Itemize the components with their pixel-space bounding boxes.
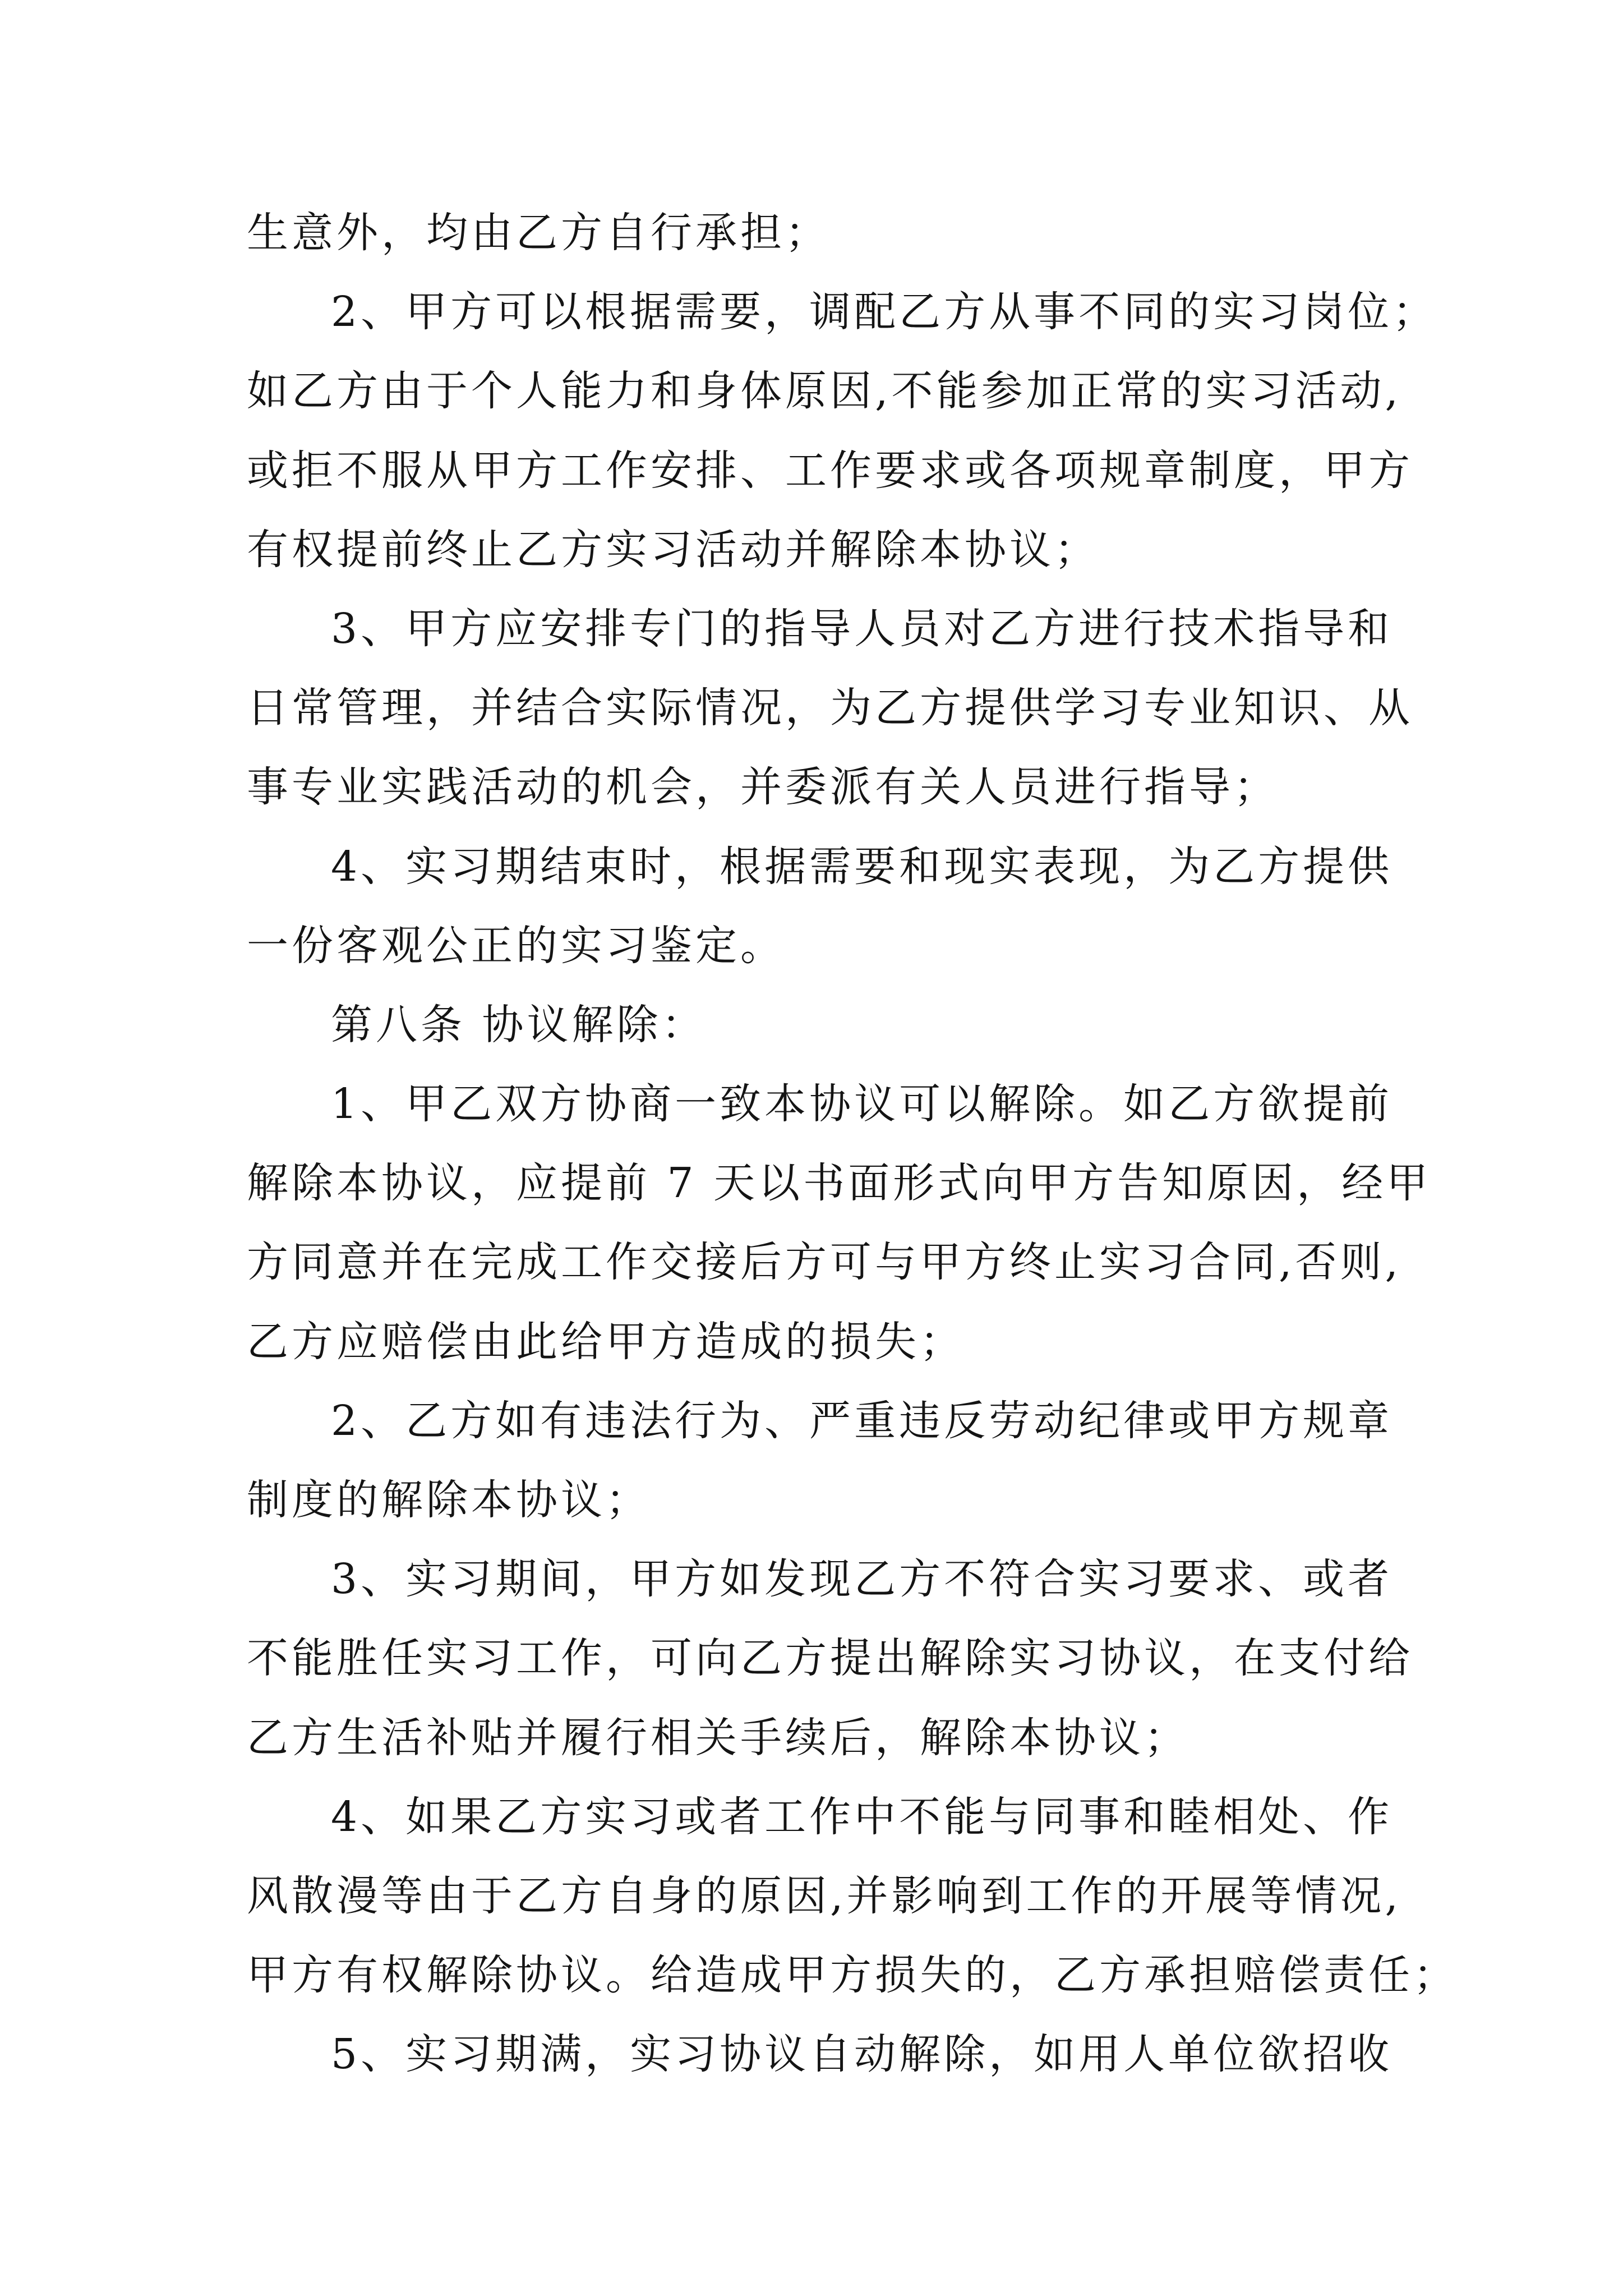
text-line: 生意外，均由乙方自行承担； xyxy=(247,209,830,257)
text-line: 风散漫等由于乙方自身的原因,并影响到工作的开展等情况, xyxy=(247,1871,1402,1920)
text-line: 2、乙方如有违法行为、严重违反劳动纪律或甲方规章 xyxy=(331,1396,1393,1445)
text-line: 或拒不服从甲方工作安排、工作要求或各项规章制度，甲方 xyxy=(247,446,1413,495)
text-line: 如乙方由于个人能力和身体原因,不能参加正常的实习活动, xyxy=(247,367,1402,416)
text-line: 4、如果乙方实习或者工作中不能与同事和睦相处、作 xyxy=(331,1792,1393,1841)
text-line: 2、甲方可以根据需要，调配乙方从事不同的实习岗位； xyxy=(331,288,1438,337)
text-line: 不能胜任实习工作，可向乙方提出解除实习协议，在支付给 xyxy=(247,1634,1413,1683)
text-line: 甲方有权解除协议。给造成甲方损失的，乙方承担赔偿责任； xyxy=(247,1951,1458,2000)
section-heading: 第八条 协议解除： xyxy=(331,1000,707,1049)
text-line: 乙方应赔偿由此给甲方造成的损失； xyxy=(247,1317,965,1366)
text-line: 一份客观公正的实习鉴定。 xyxy=(247,921,785,970)
document-body xyxy=(247,194,1458,2095)
text-line: 3、甲方应安排专门的指导人员对乙方进行技术指导和 xyxy=(331,604,1393,653)
text-line: 日常管理，并结合实际情况，为乙方提供学习专业知识、从 xyxy=(247,684,1413,733)
text-line: 解除本协议，应提前 7 天以书面形式向甲方告知原因，经甲 xyxy=(247,1159,1432,1208)
text-line: 事专业实践活动的机会，并委派有关人员进行指导； xyxy=(247,763,1279,812)
text-line: 方同意并在完成工作交接后方可与甲方终止实习合同,否则, xyxy=(247,1238,1402,1287)
text-line: 1、甲乙双方协商一致本协议可以解除。如乙方欲提前 xyxy=(331,1080,1393,1129)
text-line: 有权提前终止乙方实习活动并解除本协议； xyxy=(247,525,1099,574)
text-line: 4、实习期结束时，根据需要和现实表现，为乙方提供 xyxy=(331,842,1393,891)
text-line: 5、实习期满，实习协议自动解除，如用人单位欲招收 xyxy=(331,2030,1393,2079)
text-line: 制度的解除本协议； xyxy=(247,1476,651,1524)
text-line: 乙方生活补贴并履行相关手续后，解除本协议； xyxy=(247,1713,1189,1762)
text-line: 3、实习期间，甲方如发现乙方不符合实习要求、或者 xyxy=(331,1555,1393,1604)
